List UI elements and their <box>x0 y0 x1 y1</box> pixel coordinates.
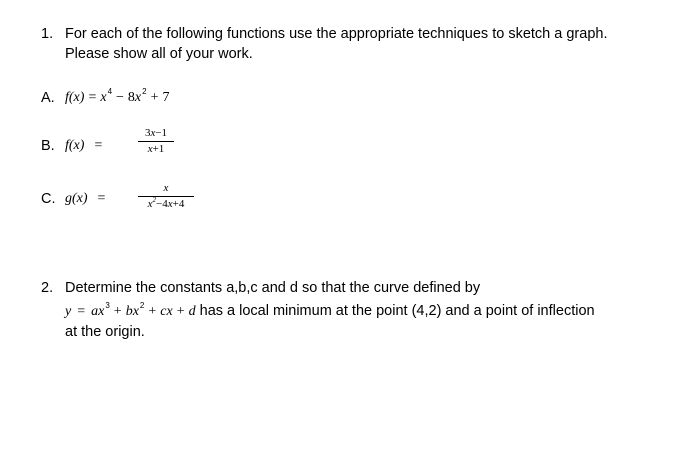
problem-2-eq-a: ax <box>91 304 105 319</box>
problem-2-text-line3: at the origin. <box>65 324 145 340</box>
part-c-equals: = <box>97 191 106 206</box>
part-c-lhs-group <box>65 189 109 207</box>
problem-2-eq-d: d <box>188 304 196 319</box>
part-b-lhs: f(x) <box>65 138 85 153</box>
part-a-term3: 7 <box>162 90 170 105</box>
part-c-numerator: x <box>163 182 169 194</box>
part-a-term1: x <box>100 90 107 105</box>
problem-2-eq-plus1: + <box>113 304 122 319</box>
part-c-lhs: g(x) <box>65 191 88 206</box>
part-c-fraction-bar <box>138 196 194 197</box>
problem-1-text-line2: Please show all of your work. <box>65 46 253 62</box>
part-c-denominator: $x^2-4x+4$ <box>147 196 185 210</box>
part-b-equals: = <box>94 138 103 153</box>
part-b-numerator: 3x−1 <box>144 127 168 139</box>
problem-2-eq-plus2: + <box>148 304 157 319</box>
problem-2-line2 <box>65 302 595 320</box>
part-a-op1: − <box>116 90 124 105</box>
problem-2-eq-plus3: + <box>176 304 185 319</box>
part-b-denominator: x+1 <box>147 143 165 155</box>
problem-1-text-line1: For each of the following functions use the appropriate techniques to sketch a graph. <box>65 26 608 42</box>
part-b-fraction <box>138 127 174 156</box>
problem-1-number: 1. <box>41 26 54 42</box>
part-b-label: B. <box>41 138 55 154</box>
problem-2-text-line1: Determine the constants a,b,c and d so that the curve defined by <box>65 280 481 296</box>
part-a-term2-exponent: 2 <box>142 87 147 96</box>
problem-2-eq-a-exponent: 3 <box>105 301 110 310</box>
problem-2-eq-c: cx <box>160 304 173 319</box>
part-a-op2: + <box>150 90 159 105</box>
part-c-label: C. <box>41 191 56 207</box>
problem-2-eq-b: bx <box>125 304 139 319</box>
part-a-lhs: f(x) <box>65 90 85 105</box>
part-a-term2: 8x <box>127 90 142 105</box>
part-b-fraction-bar <box>138 141 174 142</box>
problem-2-text-line2: has a local minimum at the point (4,2) and a point of inflection <box>199 303 595 319</box>
part-b-lhs-group <box>65 136 106 154</box>
problem-2-number: 2. <box>41 280 54 296</box>
part-a-equals: = <box>88 90 97 105</box>
part-a-term1-exponent: 4 <box>107 87 113 96</box>
part-a-equation <box>65 88 170 106</box>
part-a-label: A. <box>41 90 55 106</box>
problem-2-eq-equals: = <box>77 304 86 319</box>
problem-2-eq-b-exponent: 2 <box>139 301 145 310</box>
part-c-fraction <box>138 182 194 212</box>
problem-2-eq-y: y <box>65 304 72 319</box>
